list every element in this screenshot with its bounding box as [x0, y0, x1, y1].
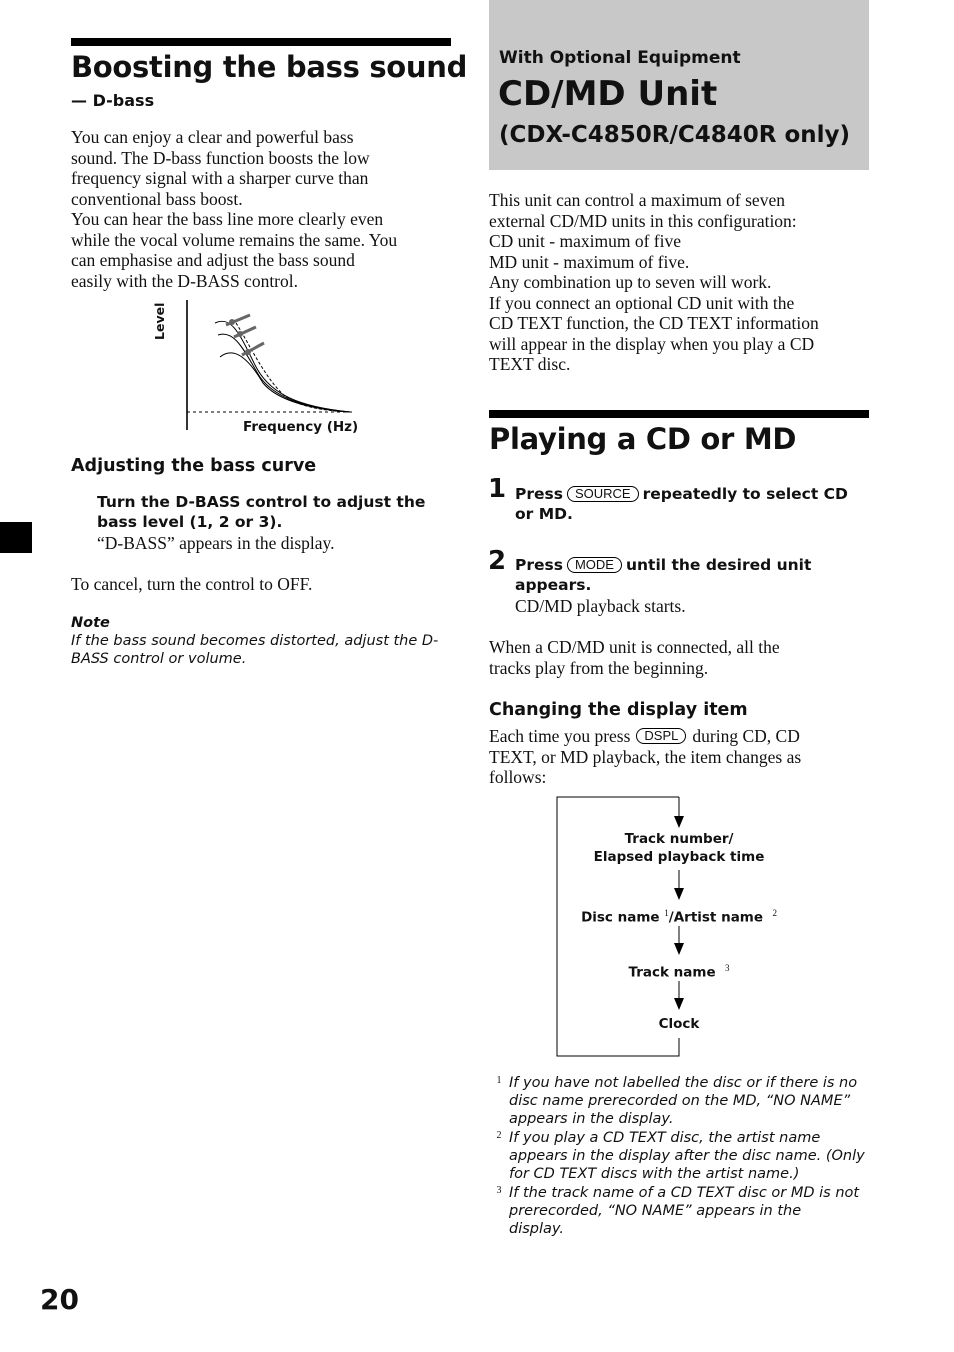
flow-item-disc-artist: Disc name $^1$/Artist name $^2$ — [581, 908, 777, 926]
dspl-key: DSPL — [636, 728, 686, 744]
footnotes — [489, 1074, 874, 1238]
banner-kicker: With Optional Equipment — [499, 48, 741, 68]
footnote-2: 2 If you play a CD TEXT disc, the artist name appears in the display after the disc name. (Only for CD TEXT discs with the artist name.) — [496, 1130, 865, 1182]
play-section-rule — [489, 410, 869, 418]
graph-y-label: Level — [152, 302, 167, 340]
adjust-bass-heading: Adjusting the bass curve — [71, 456, 317, 476]
footnote-1: 1 If you have not labelled the disc or if there is no disc name prerecorded on the MD, “NO NAME” appears in the display. — [496, 1075, 858, 1127]
bass-section-subtitle: — D-bass — [71, 91, 155, 110]
left-section-rule — [71, 38, 451, 46]
step-2-result: CD/MD playback starts. — [515, 596, 686, 616]
play-section-title: Playing a CD or MD — [489, 422, 797, 456]
banner-model: (CDX-C4850R/C4840R only) — [499, 122, 851, 148]
note-text: If the bass sound becomes distorted, adjust the D- BASS control or volume. — [71, 633, 439, 667]
step-2-number: 2 — [488, 546, 507, 576]
banner-title: CD/MD Unit — [498, 74, 718, 114]
step-1-text: Press SOURCE repeatedly to select CD or MD. — [515, 485, 848, 523]
cdmd-intro-text: This unit can control a maximum of seven external CD/MD units in this configuration: CD unit - maximum of five MD unit - maximum of five. Any combination up to seven will work. If you connect an optional CD unit with the CD TEXT function, the CD TEXT information will appear in the display when you play a CD TEXT disc. — [489, 190, 819, 374]
graph-x-label: Frequency (Hz) — [243, 419, 359, 435]
flow-item-track-name: Track name $^3$ — [628, 963, 730, 981]
page-number: 20 — [40, 1283, 79, 1316]
source-key: SOURCE — [567, 486, 639, 502]
section-edge-tab — [0, 522, 32, 553]
graph-curve-3 — [220, 353, 350, 412]
display-item-heading: Changing the display item — [489, 700, 748, 720]
connected-text: When a CD/MD unit is connected, all the tracks play from the beginning. — [489, 637, 780, 678]
mode-key: MODE — [567, 557, 622, 573]
note-label: Note — [71, 615, 110, 631]
adjust-bass-step: Turn the D-BASS control to adjust the bass level (1, 2 or 3). — [97, 493, 426, 531]
adjust-bass-result: “D-BASS” appears in the display. — [97, 533, 335, 553]
footnote-3: 3 If the track name of a CD TEXT disc or MD is not prerecorded, “NO NAME” appears in the display. — [496, 1185, 860, 1237]
display-item-text: Each time you press DSPL during CD, CD TEXT, or MD playback, the item changes as follows: — [489, 726, 802, 787]
bass-intro-text: You can enjoy a clear and powerful bass sound. The D-bass function boosts the low frequency signal with a sharper curve than conventional bass boost. You can hear the bass line more clearly even while the vocal volume remains the same. You can emphasise and adjust the bass sound easily with the D-BASS control. — [71, 127, 398, 291]
step-2-text: Press MODE until the desired unit appears. — [515, 556, 812, 594]
step-1-number: 1 — [488, 474, 507, 504]
bass-section-title: Boosting the bass sound — [71, 50, 468, 84]
flow-item-clock: Clock — [658, 1016, 700, 1032]
graph-curve-2 — [218, 334, 350, 412]
flow-item-track-number: Track number/ Elapsed playback time — [593, 831, 765, 865]
cancel-text: To cancel, turn the control to OFF. — [71, 574, 313, 594]
